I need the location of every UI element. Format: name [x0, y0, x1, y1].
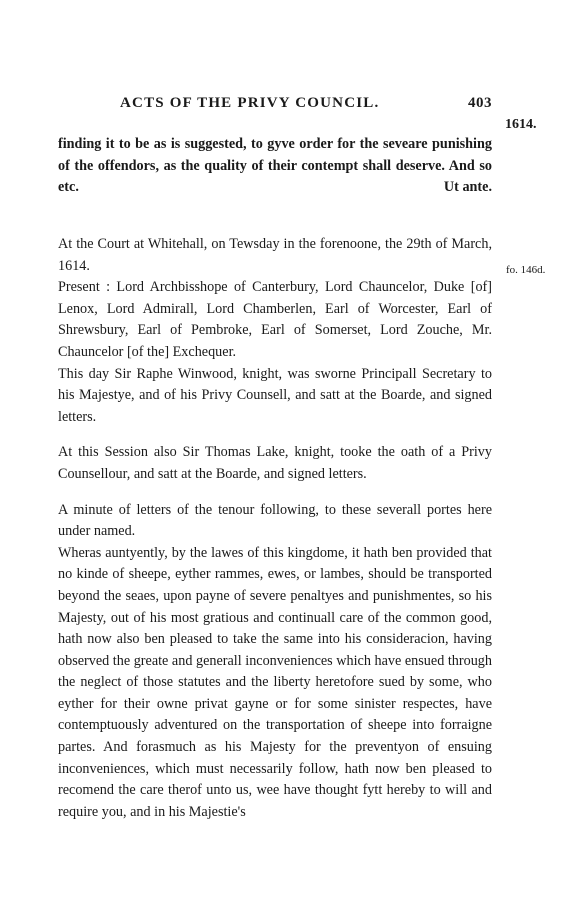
ut-ante: Ut ante. — [443, 179, 492, 196]
court-heading: At the Court at Whitehall, on Tewsday in the forenoone, the 29th of March, 1614. — [58, 236, 492, 274]
minute-paragraph: A minute of letters of the tenour following, to these severall portes here under named. — [58, 501, 492, 540]
wheras-paragraph: Wheras auntyently, by the lawes of this kingdome, it hath ben provided that no kinde of sheepe, eyther rammes, ewes, or lambes, should be transported beyond the seaes, upon payne of severe penaltyes and punishmentes, so his Majesty, out of his most gratious and continuall care of the common good, hath now also ben pleased to take the same into his consideracion, having observed the greate and generall inconveniences which have ensued through the neglect of those statutes and the liberty heretofore sued by some, who eyther for their owne privat gayne or for some sinister respectes, have contemptuously adventured on the transportation of sheepe into forraigne partes. And forasmuch as his Majesty for the preventyon of ensuing inconveniences, which must necessarily follow, hath now ben pleased to recomend the care therof unto us, wee have thought fytt hereby to will and require you, and in his Majestie's — [58, 544, 492, 820]
lake-paragraph: At this Session also Sir Thomas Lake, knight, tooke the oath of a Privy Counsellour, and satt at the Boarde, and signed letters. — [58, 444, 492, 482]
margin-folio: fo. 146d. — [506, 264, 546, 276]
session-block — [58, 234, 492, 823]
margin-year: 1614. — [505, 117, 537, 132]
page-number: 403 — [468, 95, 492, 111]
continuation-paragraph — [58, 134, 492, 199]
present-list: Present : Lord Archbisshope of Canterbury, Lord Chauncelor, Duke [of] Lenox, Lord Admirall, Lord Chamberlen, Earl of Worcester, Earl of Shrewsbury, Earl of Pembroke, Earl of Somerset, Lord Zouche, Mr. Chauncelor [of the] Exchequer. — [58, 279, 492, 360]
winwood-paragraph: This day Sir Raphe Winwood, knight, was sworne Principall Secretary to his Majestye, and of his Privy Counsell, and satt at the Boarde, and signed letters. — [58, 365, 492, 425]
continuation-text: finding it to be as is suggested, to gyve order for the seveare punishing of the offendors, as the quality of their contempt shall deserve. And so etc. — [58, 136, 492, 196]
running-title: ACTS OF THE PRIVY COUNCIL. — [120, 95, 380, 111]
